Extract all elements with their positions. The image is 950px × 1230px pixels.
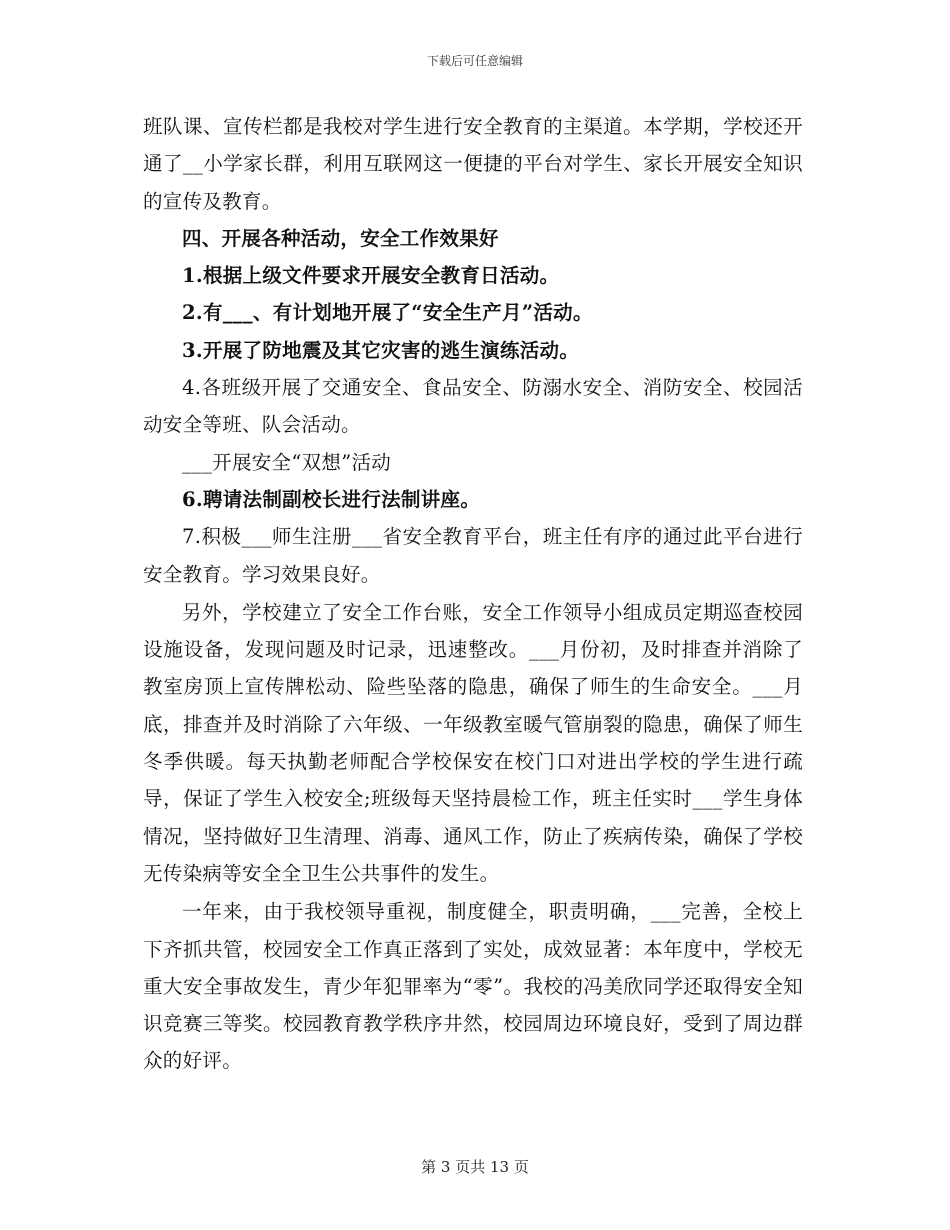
paragraph-intro: 班队课、宣传栏都是我校对学生进行安全教育的主渠道。本学期，学校还开通了__小学家长群，利用互联网这一便捷的平台对学生、家长开展安全知识的宣传及教育。 [143,115,803,213]
list-item-6: 6.聘请法制副校长进行法制讲座。 [182,487,481,511]
page-header: 下载后可任意编辑 [426,54,523,68]
list-item-5: ___开展安全“双想”活动 [182,450,392,474]
document-body [143,108,803,1080]
paragraph-inspection: 另外，学校建立了安全工作台账，安全工作领导小组成员定期巡查校园设施设备，发现问题及时记录，迅速整改。___月份初，及时排查并消除了教室房顶上宣传牌松动、险些坠落的隐患，确保了师生的生命安全。___月底，排查并及时消除了六年级、一年级教室暖气管崩裂的隐患，确保了师生冬季供暖。每天执勤老师配合学校保安在校门口对进出学校的学生进行疏导，保证了学生入校安全;班级每天坚持晨检工作，班主任实时___学生身体情况，坚持做好卫生清理、消毒、通风工作，防止了疾病传染，确保了学校无传染病等安全全卫生公共事件的发生。 [143,600,803,885]
list-item-7: 7.积极___师生注册___省安全教育平台，班主任有序的通过此平台进行安全教育。学习效果良好。 [143,525,803,586]
list-item-2: 2.有___、有计划地开展了“安全生产月”活动。 [182,301,593,325]
list-item-3: 3.开展了防地震及其它灾害的逃生演练活动。 [182,338,580,362]
section-heading: 四、开展各种活动，安全工作效果好 [182,226,499,250]
list-item-4: 4.各班级开展了交通安全、食品安全、防溺水安全、消防安全、校园活动安全等班、队会活动。 [143,376,803,437]
paragraph-summary: 一年来，由于我校领导重视，制度健全，职责明确，___完善，全校上下齐抓共管，校园安全工作真正落到了实处，成效显著：本年度中，学校无重大安全事故发生，青少年犯罪率为“零”。我校的冯美欣同学还取得安全知识竞赛三等奖。校园教育教学秩序井然，校园周边环境良好，受到了周边群众的好评。 [143,900,803,1073]
list-item-1: 1.根据上级文件要求开展安全教育日活动。 [182,264,560,288]
page-footer: 第 3 页共 13 页 [421,1158,529,1176]
